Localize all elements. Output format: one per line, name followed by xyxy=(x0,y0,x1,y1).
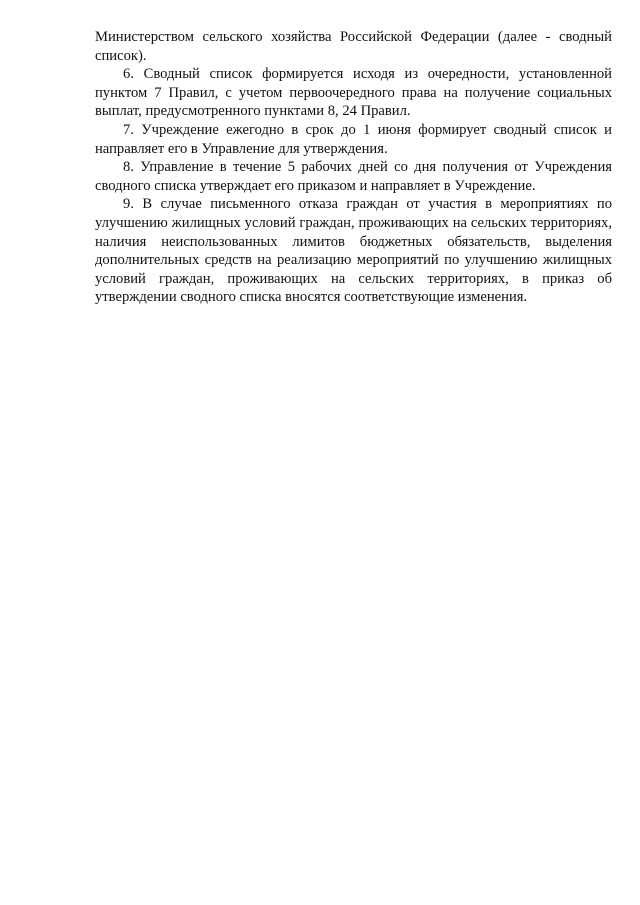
document-body xyxy=(95,28,612,307)
paragraph-item-9: 9. В случае письменного отказа граждан от участия в мероприятиях по улучшению жилищных условий граждан, проживающих на сельских территориях, наличия неиспользованных лимитов бюджетных обязательств, выделения дополнительных средств на реализацию мероприятий по улучшению жилищных условий граждан, проживающих на сельских территориях, в приказ об утверждении сводного списка вносятся соответствующие изменения. xyxy=(95,196,612,306)
paragraph-item-7: 7. Учреждение ежегодно в срок до 1 июня формирует сводный список и направляет его в Управление для утверждения. xyxy=(95,121,612,157)
paragraph-item-8: 8. Управление в течение 5 рабочих дней со дня получения от Учреждения сводного списка утверждает его приказом и направляет в Учреждение. xyxy=(95,159,612,194)
paragraph-item-6: 6. Сводный список формируется исходя из очередности, установленной пунктом 7 Правил, с учетом первоочередного права на получение социальных выплат, предусмотренного пунктами 8, 24 Правил. xyxy=(95,66,612,120)
paragraph-continuation: Министерством сельского хозяйства Российской Федерации (далее - сводный список). xyxy=(95,29,612,64)
